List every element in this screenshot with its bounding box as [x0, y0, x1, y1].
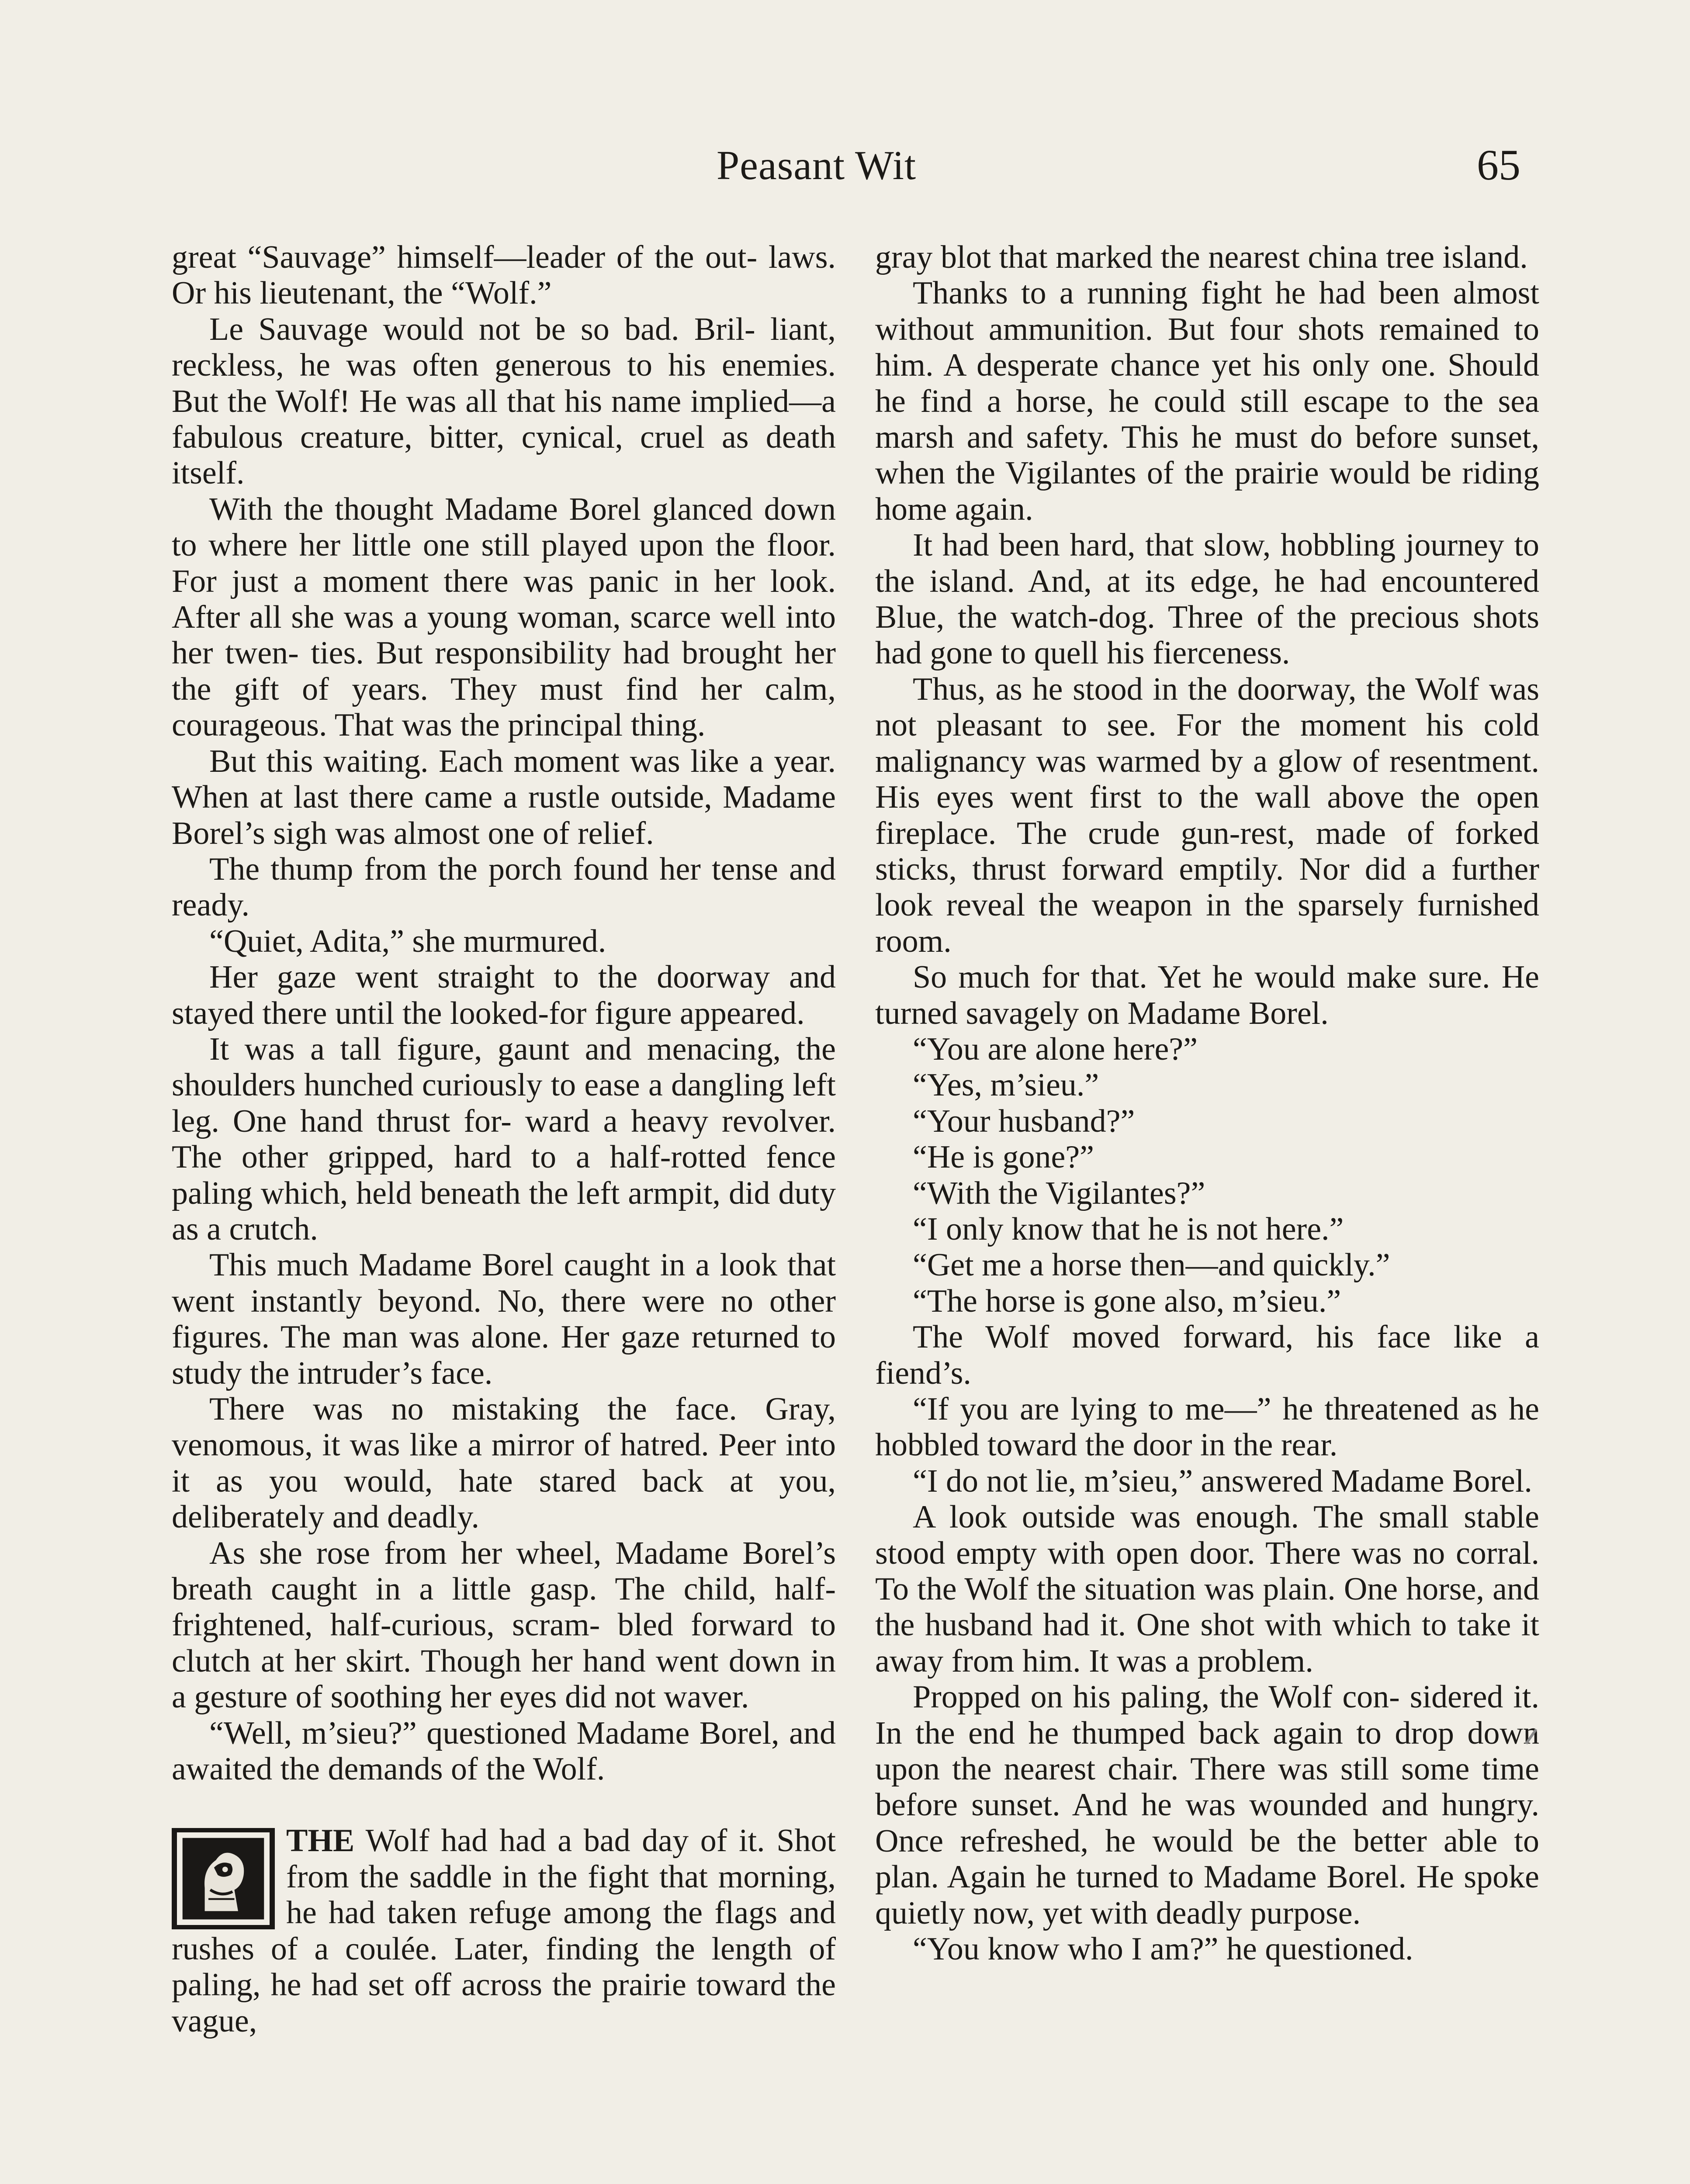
- paragraph: Le Sauvage would not be so bad. Bril- liant, reckless, he was often generous to his enemies. But the Wolf! He was all that his name implied—a fabulous creature, bitter, cynical, cruel as death itself.: [172, 311, 836, 491]
- dialogue-line: “With the Vigilantes?”: [913, 1175, 1205, 1211]
- paragraph: Thus, as he stood in the doorway, the Wolf was not pleasant to see. For the moment his cold malignancy was warmed by a glow of resentment. His eyes went first to the wall above the open fireplace. The crude gun-rest, made of forked sticks, thrust forward emptily. Nor did a further look reveal the weapon in the sparsely furnished room.: [875, 671, 1539, 959]
- paragraph: Thanks to a running fight he had been almost without ammunition. But four shots remained to him. A desperate chance yet his only one. Should he find a horse, he could still escape to the sea marsh and safety. This he must do before sunset, when the Vigilantes of the prairie would be riding home again.: [875, 275, 1539, 527]
- dialogue-line: “Yes, m’sieu.”: [913, 1067, 1099, 1103]
- left-column: [172, 239, 836, 2039]
- dropcap-paragraph-text: Wolf had had a bad day of it. Shot from the saddle in the fight that morning, he had taken refuge among the flags and rushes of a coulée. Later, finding the length of paling, he had set off across the prairie toward the vague,: [172, 1823, 836, 2039]
- right-column: [875, 239, 1539, 1967]
- wolf-head-icon: [176, 1832, 270, 1925]
- paragraph: The thump from the porch found her tense and ready.: [172, 851, 836, 923]
- paragraph: great “Sauvage” himself—leader of the out- laws. Or his lieutenant, the “Wolf.”: [172, 239, 836, 311]
- paragraph: It had been hard, that slow, hobbling journey to the island. And, at its edge, he had encountered Blue, the watch-dog. Three of the precious shots had gone to quell his fierceness.: [875, 527, 1539, 671]
- section-break: [172, 1787, 836, 1823]
- paragraph: “Well, m’sieu?” questioned Madame Borel, and awaited the demands of the Wolf.: [172, 1715, 836, 1787]
- dropcap-paragraph: [172, 1823, 836, 2039]
- paragraph: “Quiet, Adita,” she murmured.: [209, 923, 606, 959]
- paragraph: It was a tall figure, gaunt and menacing, the shoulders hunched curiously to ease a dangling left leg. One hand thrust for- ward a heavy revolver. The other gripped, hard to a half-rotted fence paling which, held beneath the left armpit, did duty as a crutch.: [172, 1031, 836, 1247]
- page-number: 65: [1477, 141, 1520, 189]
- paragraph: A look outside was enough. The small stable stood empty with open door. There was no corral. To the Wolf the situation was plain. One horse, and the husband had it. One shot with which to take it away from him. It was a problem.: [875, 1499, 1539, 1679]
- paragraph: “You know who I am?” he questioned.: [913, 1931, 1413, 1967]
- dialogue-line: “He is gone?”: [913, 1139, 1094, 1175]
- dialogue-line: “Get me a horse then—and quickly.”: [913, 1247, 1390, 1283]
- dialogue-line: “Your husband?”: [913, 1103, 1135, 1139]
- dropcap-wolf-icon: [172, 1828, 275, 1929]
- paragraph: The Wolf moved forward, his face like a fiend’s.: [875, 1319, 1539, 1391]
- paragraph: “I do not lie, m’sieu,” answered Madame Borel.: [913, 1463, 1532, 1499]
- dropcap-lead-word: THE: [286, 1823, 355, 1859]
- dialogue-line: “You are alone here?”: [913, 1031, 1198, 1067]
- paragraph: gray blot that marked the nearest china tree island.: [875, 239, 1528, 275]
- paragraph: This much Madame Borel caught in a look that went instantly beyond. No, there were no other figures. The man was alone. Her gaze returned to study the intruder’s face.: [172, 1247, 836, 1391]
- paragraph: As she rose from her wheel, Madame Borel’s breath caught in a little gasp. The child, half-frightened, half-curious, scram- bled forward to clutch at her skirt. Though her hand went down in a gesture of soothing her eyes did not waver.: [172, 1535, 836, 1715]
- dialogue-line: “The horse is gone also, m’sieu.”: [913, 1283, 1341, 1319]
- paragraph: Propped on his paling, the Wolf con- sidered it. In the end he thumped back again to drop down upon the nearest chair. There was still some time before sunset. And he was wounded and hungry. Once refreshed, he would be the better able to plan. Again he turned to Madame Borel. He spoke quietly now, yet with deadly purpose.: [875, 1679, 1539, 1931]
- running-title: Peasant Wit: [717, 143, 917, 188]
- paragraph: “If you are lying to me—” he threatened as he hobbled toward the door in the rear.: [875, 1391, 1539, 1463]
- paragraph: There was no mistaking the face. Gray, venomous, it was like a mirror of hatred. Peer into it as you would, hate stared back at you, deliberately and deadly.: [172, 1391, 836, 1535]
- paragraph: With the thought Madame Borel glanced down to where her little one still played upon the floor. For just a moment there was panic in her look. After all she was a young woman, scarce well into her twen- ties. But responsibility had brought her the gift of years. They must find her calm, courageous. That was the principal thing.: [172, 491, 836, 743]
- paragraph: Her gaze went straight to the doorway and stayed there until the looked-for figure appeared.: [172, 959, 836, 1031]
- dialogue-line: “I only know that he is not here.”: [913, 1211, 1344, 1247]
- paragraph: But this waiting. Each moment was like a year. When at last there came a rustle outside, Madame Borel’s sigh was almost one of relief.: [172, 743, 836, 851]
- paragraph: So much for that. Yet he would make sure. He turned savagely on Madame Borel.: [875, 959, 1539, 1031]
